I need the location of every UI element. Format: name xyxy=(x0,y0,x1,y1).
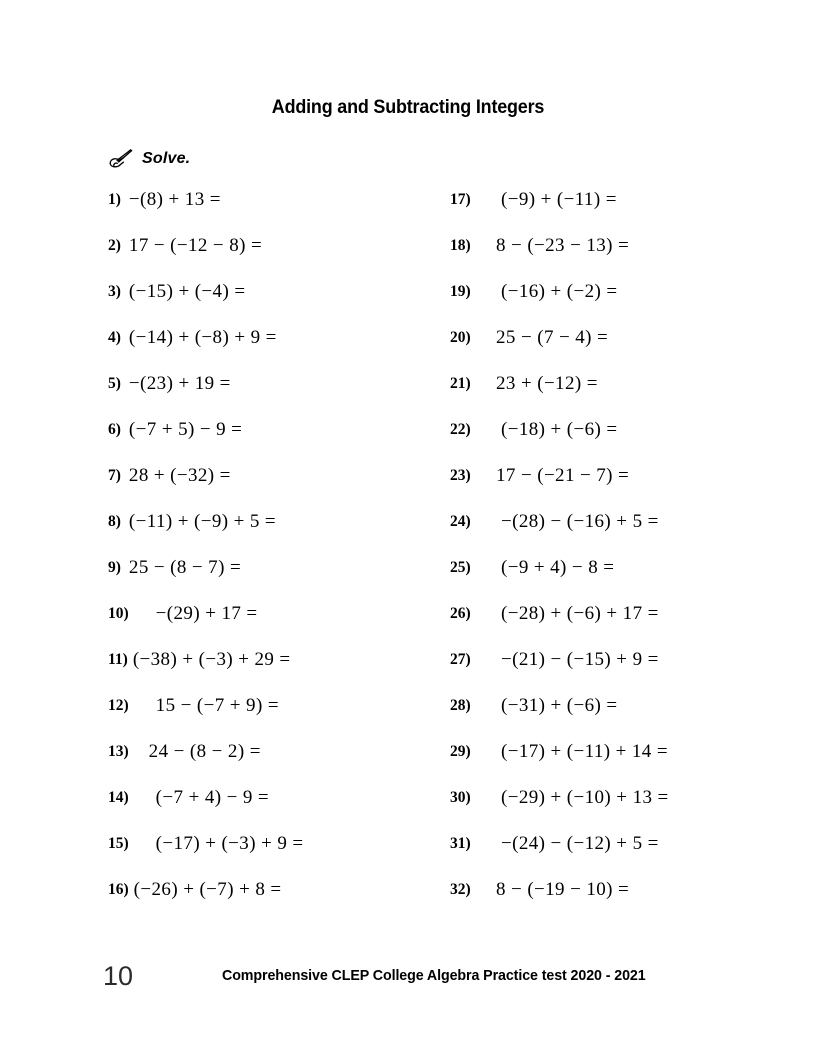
problem-expression: (−15) + (−4) = xyxy=(128,281,246,302)
problem-item xyxy=(450,512,790,558)
footer-title: Comprehensive CLEP College Algebra Practice test 2020 - 2021 xyxy=(222,967,646,984)
problem-item xyxy=(108,466,438,512)
problem-item xyxy=(108,282,438,328)
problem-item xyxy=(450,282,790,328)
problem-expression: 28 + (−32) = xyxy=(128,465,231,486)
problem-expression: (−38) + (−3) + 29 = xyxy=(132,649,291,670)
problem-expression: −(21) − (−15) + 9 = xyxy=(501,649,659,670)
problem-item xyxy=(450,650,790,696)
problem-number: 30) xyxy=(450,789,471,806)
problem-expression: 25 − (7 − 4) = xyxy=(496,327,609,348)
problem-expression: 24 − (8 − 2) = xyxy=(148,741,261,762)
problem-item xyxy=(450,466,790,512)
problem-item xyxy=(450,880,790,926)
problem-item xyxy=(450,742,790,788)
problem-number: 13) xyxy=(108,743,129,760)
problem-item xyxy=(450,236,790,282)
problem-item xyxy=(108,420,438,466)
problem-number: 9) xyxy=(108,559,121,576)
problem-number: 10) xyxy=(108,605,129,622)
problem-item xyxy=(108,650,438,696)
problem-number: 12) xyxy=(108,697,129,714)
problem-expression: (−29) + (−10) + 13 = xyxy=(501,787,669,808)
problem-number: 27) xyxy=(450,651,471,668)
problem-number: 4) xyxy=(108,329,121,346)
directions-row xyxy=(108,146,190,172)
problem-number: 24) xyxy=(450,513,471,530)
problem-item xyxy=(450,558,790,604)
page-footer xyxy=(0,960,816,1000)
problem-number: 8) xyxy=(108,513,121,530)
problem-item xyxy=(450,788,790,834)
problem-number: 17) xyxy=(450,191,471,208)
problem-expression: (−28) + (−6) + 17 = xyxy=(501,603,659,624)
problem-item xyxy=(450,420,790,466)
problem-number: 18) xyxy=(450,237,471,254)
problem-number: 15) xyxy=(108,835,129,852)
problem-number: 25) xyxy=(450,559,471,576)
problem-number: 5) xyxy=(108,375,121,392)
problem-expression: (−11) + (−9) + 5 = xyxy=(128,511,277,532)
problem-item xyxy=(108,604,438,650)
problem-number: 11) xyxy=(108,651,128,668)
problem-number: 31) xyxy=(450,835,471,852)
problem-item xyxy=(108,190,438,236)
problem-expression: 25 − (8 − 7) = xyxy=(128,557,242,578)
problem-expression: (−14) + (−8) + 9 = xyxy=(128,327,277,348)
problem-expression: −(23) + 19 = xyxy=(128,373,231,394)
problem-expression: (−9 + 4) − 8 = xyxy=(501,557,615,578)
problem-number: 29) xyxy=(450,743,471,760)
page-title: Adding and Subtracting Integers xyxy=(271,96,545,118)
problem-expression: 15 − (−7 + 9) = xyxy=(155,695,279,716)
problem-expression: (−31) + (−6) = xyxy=(501,695,618,716)
problem-expression: 23 + (−12) = xyxy=(496,373,598,394)
problem-number: 7) xyxy=(108,467,121,484)
problem-number: 32) xyxy=(450,881,471,898)
problem-item xyxy=(108,512,438,558)
problems-column-left xyxy=(108,190,438,926)
problem-number: 14) xyxy=(108,789,129,806)
directions-label: Solve. xyxy=(142,150,191,167)
problem-item xyxy=(108,696,438,742)
page-number: 10 xyxy=(103,961,134,991)
problem-item xyxy=(450,328,790,374)
problem-number: 16) xyxy=(108,881,129,898)
problem-item xyxy=(108,374,438,420)
problem-item xyxy=(108,788,438,834)
problem-expression: (−9) + (−11) = xyxy=(501,189,617,210)
problem-number: 26) xyxy=(450,605,471,622)
problem-item xyxy=(108,236,438,282)
problem-number: 21) xyxy=(450,375,471,392)
writing-hand-icon xyxy=(108,149,134,169)
problem-item xyxy=(450,190,790,236)
problem-expression: 8 − (−23 − 13) = xyxy=(496,235,630,256)
problem-expression: (−17) + (−3) + 9 = xyxy=(155,833,304,854)
problem-number: 20) xyxy=(450,329,471,346)
problem-number: 1) xyxy=(108,191,121,208)
problem-item xyxy=(108,328,438,374)
problem-expression: (−17) + (−11) + 14 = xyxy=(501,741,668,762)
problem-item xyxy=(450,374,790,420)
problem-expression: (−7 + 4) − 9 = xyxy=(155,787,270,808)
problem-number: 28) xyxy=(450,697,471,714)
problem-item xyxy=(450,696,790,742)
problem-item xyxy=(450,604,790,650)
problem-item xyxy=(108,558,438,604)
problem-expression: (−18) + (−6) = xyxy=(501,419,618,440)
problem-expression: −(24) − (−12) + 5 = xyxy=(501,833,659,854)
problem-expression: (−26) + (−7) + 8 = xyxy=(133,879,282,900)
problem-number: 3) xyxy=(108,283,121,300)
problem-item xyxy=(108,742,438,788)
problems-column-right xyxy=(450,190,790,926)
problem-item xyxy=(108,880,438,926)
problem-expression: (−16) + (−2) = xyxy=(501,281,618,302)
problem-expression: 17 − (−12 − 8) = xyxy=(128,235,263,256)
problem-expression: 8 − (−19 − 10) = xyxy=(496,879,630,900)
problem-expression: 17 − (−21 − 7) = xyxy=(496,465,630,486)
problem-number: 6) xyxy=(108,421,121,438)
problem-number: 2) xyxy=(108,237,121,254)
problem-item xyxy=(108,834,438,880)
problem-number: 23) xyxy=(450,467,471,484)
problem-expression: −(28) − (−16) + 5 = xyxy=(501,511,659,532)
problem-expression: (−7 + 5) − 9 = xyxy=(128,419,243,440)
problem-number: 22) xyxy=(450,421,471,438)
problem-expression: −(29) + 17 = xyxy=(155,603,258,624)
problem-expression: −(8) + 13 = xyxy=(128,189,221,210)
problem-item xyxy=(450,834,790,880)
problem-number: 19) xyxy=(450,283,471,300)
